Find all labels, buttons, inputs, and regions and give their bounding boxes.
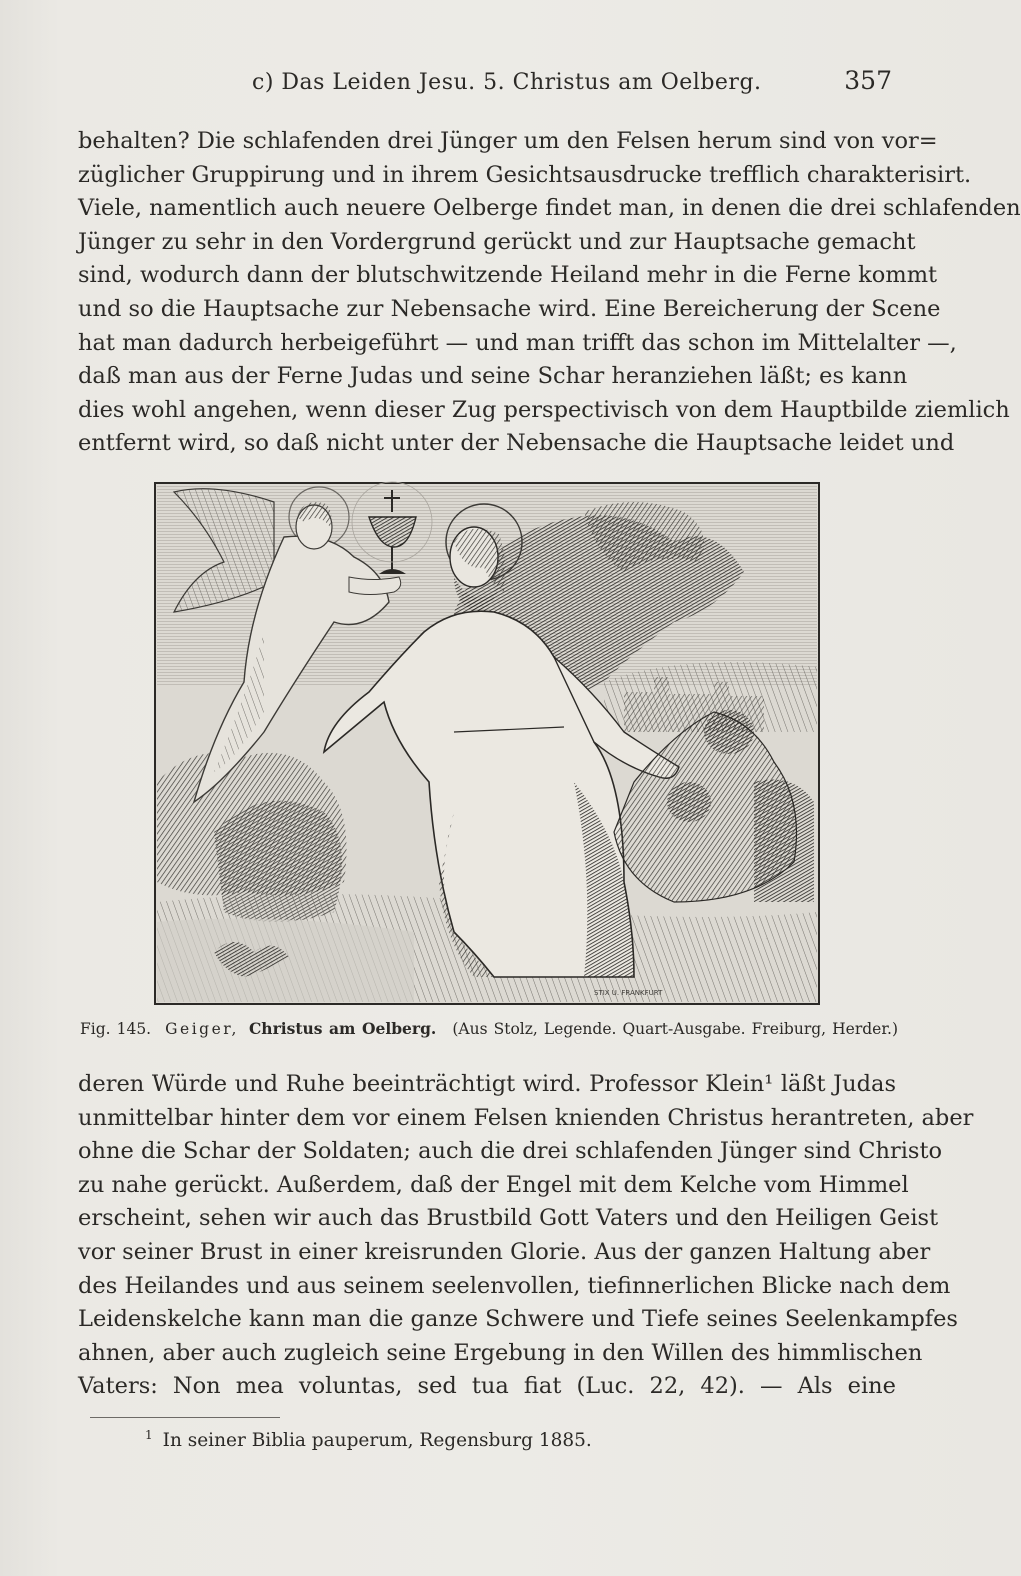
- text-line: erscheint, sehen wir auch das Brustbild Gott Vaters und den Heiligen Geist: [78, 1205, 939, 1232]
- figure-title: Christus am Oelberg.: [248, 1019, 437, 1038]
- running-head: [80, 64, 898, 104]
- text-line: Vaters: Non mea voluntas, sed tua fiat (Luc. 22, 42). — Als eine: [78, 1373, 896, 1400]
- page-number: 357: [844, 66, 892, 95]
- engraver-signature: STIX U. FRANKFURT: [594, 989, 663, 997]
- figure-artist: Geiger,: [165, 1020, 239, 1038]
- text-line: vor seiner Brust in einer kreisrunden Glorie. Aus der ganzen Haltung aber: [78, 1238, 931, 1265]
- text-line: entfernt wird, so daß nicht unter der Nebensache die Hauptsache leidet und: [78, 430, 955, 457]
- text-line: Jünger zu sehr in den Vordergrund gerückt und zur Hauptsache gemacht: [78, 228, 916, 255]
- text-line: unmittelbar hinter dem vor einem Felsen knienden Christus herantreten, aber: [78, 1104, 974, 1131]
- text-line: zu nahe gerückt. Außerdem, daß der Engel mit dem Kelche vom Himmel: [78, 1171, 909, 1198]
- text-line: hat man dadurch herbeigeführt — und man trifft das schon im Mittelalter —,: [78, 329, 957, 356]
- paragraph-top: [78, 125, 1021, 461]
- footnote-divider: [90, 1417, 280, 1418]
- text-line: züglicher Gruppirung und in ihrem Gesichtsausdrucke trefflich charakterisirt.: [78, 161, 972, 188]
- text-line: ahnen, aber auch zugleich seine Ergebung in den Willen des himmlischen: [78, 1339, 923, 1366]
- text-line: deren Würde und Ruhe beeinträchtigt wird. Professor Klein¹ läßt Judas: [78, 1071, 896, 1097]
- footnote-text: In seiner Biblia pauperum, Regensburg 1885.: [162, 1430, 592, 1452]
- text-line: ohne die Schar der Soldaten; auch die drei schlafenden Jünger sind Christo: [78, 1138, 943, 1165]
- figure-source: (Aus Stolz, Legende. Quart-Ausgabe. Freiburg, Herder.): [452, 1020, 898, 1038]
- figure-caption: [80, 1019, 898, 1045]
- footnote: [145, 1420, 592, 1456]
- text-line: und so die Hauptsache zur Nebensache wird. Eine Bereicherung der Scene: [78, 295, 941, 322]
- engraving-illustration: [154, 482, 820, 1005]
- figure-label: Fig. 145.: [80, 1020, 152, 1038]
- running-title: c) Das Leiden Jesu. 5. Christus am Oelberg.: [252, 70, 762, 95]
- footnote-marker: 1: [145, 1428, 153, 1442]
- text-line: sind, wodurch dann der blutschwitzende Heiland mehr in die Ferne kommt: [78, 262, 938, 289]
- text-line: des Heilandes und aus seinem seelenvollen, tiefinnerlichen Blicke nach dem: [78, 1272, 951, 1299]
- text-line: behalten? Die schlafenden drei Jünger um den Felsen herum sind von vor=: [78, 128, 938, 154]
- text-line: daß man aus der Ferne Judas und seine Schar heranziehen läßt; es kann: [78, 363, 908, 390]
- text-line: Leidenskelche kann man die ganze Schwere und Tiefe seines Seelenkampfes: [78, 1306, 958, 1333]
- text-line: dies wohl angehen, wenn dieser Zug perspectivisch von dem Hauptbilde ziemlich: [78, 396, 1010, 423]
- paragraph-bottom: [78, 1068, 974, 1404]
- text-line: Viele, namentlich auch neuere Oelberge findet man, in denen die drei schlafenden: [78, 195, 1021, 222]
- engraving-figure: [154, 482, 820, 1005]
